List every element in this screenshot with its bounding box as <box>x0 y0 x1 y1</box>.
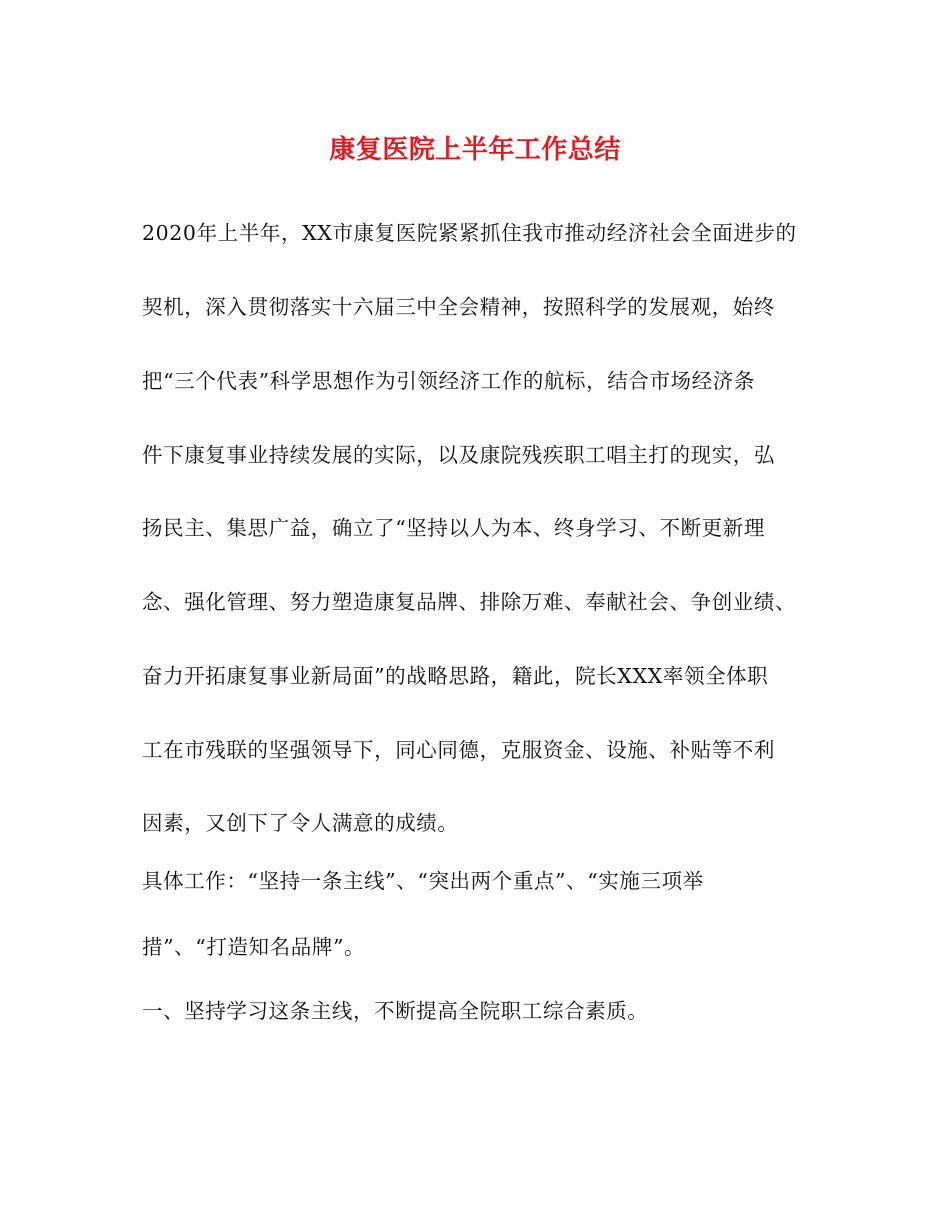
paragraph-line: 奋力开拓康复事业新局面”的战略思路，籍此，院长XXX率领全体职 <box>142 664 769 688</box>
paragraph-line: 件下康复事业持续发展的实际，以及康院残疾职工唱主打的现实，弘 <box>142 443 775 467</box>
paragraph-line: 措”、“打造知名品牌”。 <box>142 935 366 959</box>
paragraph-line: 一、坚持学习这条主线，不断提高全院职工综合素质。 <box>142 999 649 1023</box>
paragraph-line: 扬民主、集思广益，确立了“坚持以人为本、终身学习、不断更新理 <box>142 516 765 540</box>
paragraph-line: 工在市残联的坚强领导下，同心同德，克服资金、设施、补贴等不利 <box>142 738 775 762</box>
paragraph-line: 2020年上半年，XX市康复医院紧紧抓住我市推动经济社会全面进步的 <box>142 221 797 245</box>
paragraph-line: 把“三个代表”科学思想作为引领经济工作的航标，结合市场经济条 <box>142 369 755 393</box>
paragraph-line: 念、强化管理、努力塑造康复品牌、排除万难、奉献社会、争创业绩、 <box>142 590 797 614</box>
paragraph-line: 契机，深入贯彻落实十六届三中全会精神，按照科学的发展观，始终 <box>142 295 775 319</box>
paragraph-line: 因素，又创下了令人满意的成绩。 <box>142 811 459 835</box>
document-title: 康复医院上半年工作总结 <box>329 135 621 165</box>
paragraph-line: 具体工作：“坚持一条主线”、“突出两个重点”、“实施三项举 <box>142 869 704 893</box>
